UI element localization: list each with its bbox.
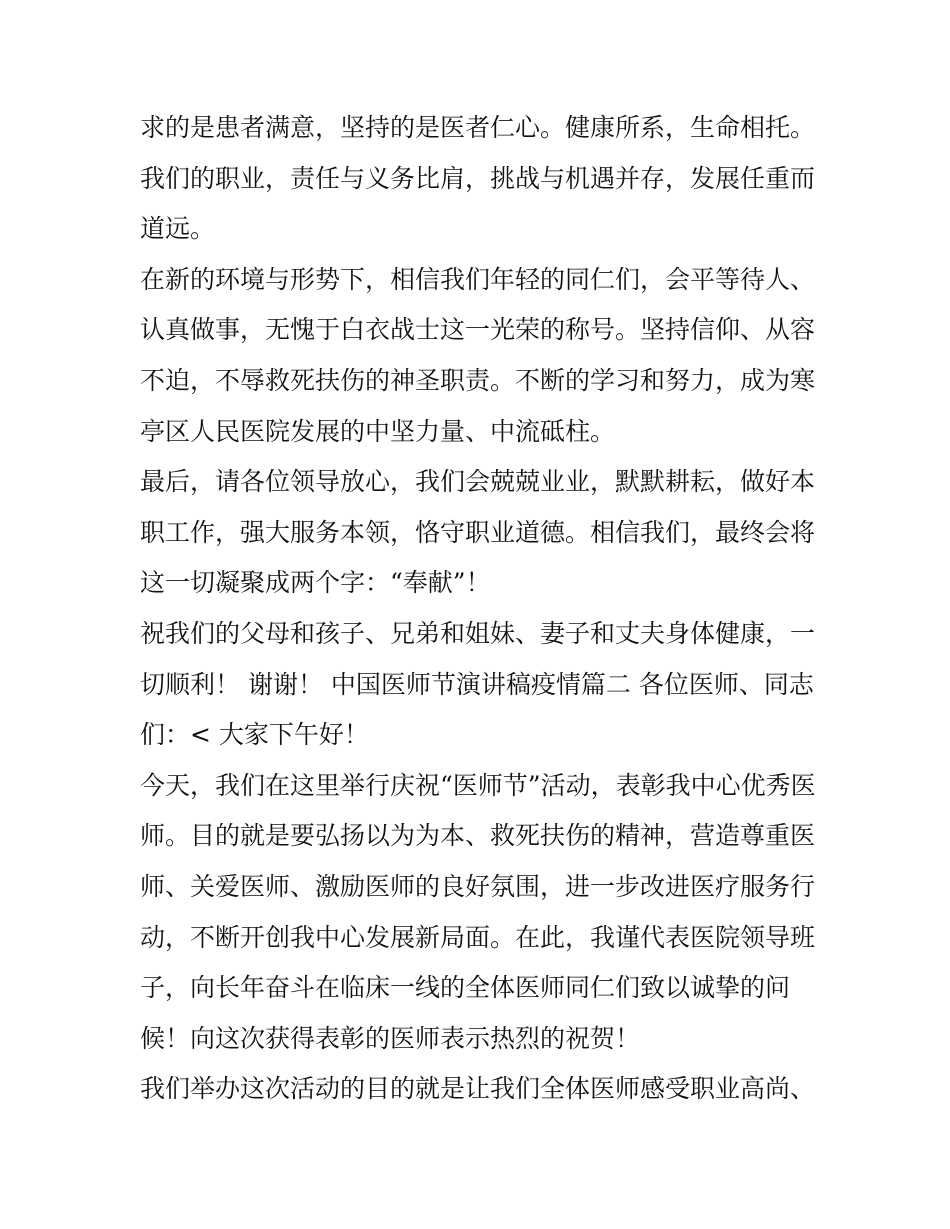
text-line: 职工作，强大服务本领，恪守职业道德。相信我们，最终会将	[140, 517, 816, 547]
text-line: 在新的环境与形势下，相信我们年轻的同仁们，会平等待人、	[140, 264, 816, 294]
text-line: 今天，我们在这里举行庆祝“医师节”活动，表彰我中心优秀医	[140, 770, 816, 800]
text-line: 道远。	[140, 214, 216, 244]
text-line: 最后，请各位领导放心，我们会兢兢业业，默默耕耘，做好本	[140, 467, 816, 497]
text-line: 师。目的就是要弘扬以为为本、救死扶伤的精神，营造尊重医	[140, 821, 816, 851]
text-line: 祝我们的父母和孩子、兄弟和姐妹、妻子和丈夫身体健康，一	[140, 618, 816, 648]
text-line: 候！向这次获得表彰的医师表示热烈的祝贺！	[140, 1023, 641, 1053]
text-line: 这一切凝聚成两个字：“奉献”！	[140, 568, 491, 598]
text-line: 子，向长年奋斗在临床一线的全体医师同仁们致以诚挚的问	[140, 973, 791, 1003]
document-body	[140, 103, 820, 1115]
text-line: 动，不断开创我中心发展新局面。在此，我谨代表医院领导班	[140, 922, 816, 952]
text-line: 我们举办这次活动的目的就是让我们全体医师感受职业高尚、	[140, 1074, 816, 1104]
text-line: 师、关爱医师、激励医师的良好氛围，进一步改进医疗服务行	[140, 871, 816, 901]
text-line: 不迫，不辱救死扶伤的神圣职责。不断的学习和努力，成为寒	[140, 365, 816, 395]
text-line: 认真做事，无愧于白衣战士这一光荣的称号。坚持信仰、从容	[140, 315, 816, 345]
text-line: 我们的职业，责任与义务比肩，挑战与机遇并存，发展任重而	[140, 163, 816, 193]
text-line: 们：< 大家下午好！	[140, 720, 369, 750]
text-line: 求的是患者满意，坚持的是医者仁心。健康所系，生命相托。	[140, 113, 816, 142]
text-line: 亭区人民医院发展的中坚力量、中流砥柱。	[140, 416, 616, 446]
text-line: 切顺利！ 谢谢！ 中国医师节演讲稿疫情篇二 各位医师、同志	[140, 669, 814, 699]
